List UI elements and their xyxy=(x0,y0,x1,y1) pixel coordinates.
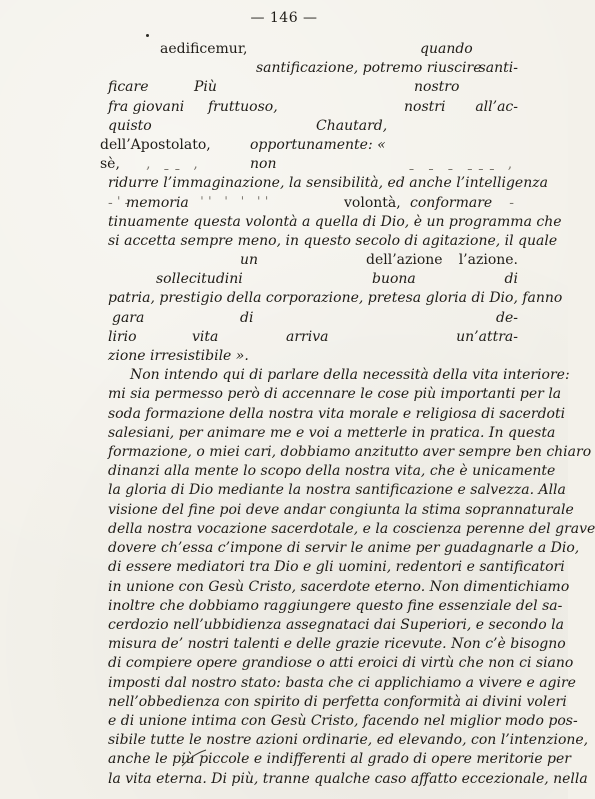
text-line-9 xyxy=(108,194,518,213)
faded-ink: ˈˈ ˈ ˈ ˈˈ xyxy=(200,194,273,211)
text-line-17: zione irresistibile ». xyxy=(108,348,249,365)
fragment: all’ac- xyxy=(475,98,518,115)
faded-ink: ‚ ˍˍ , xyxy=(146,156,202,173)
body-paragraph xyxy=(108,366,595,788)
paragraph-line: Non intendo qui di parlare della necessità della vita interiore: xyxy=(130,367,570,384)
ink-speck xyxy=(146,34,149,37)
text-line-13 xyxy=(108,270,518,289)
paragraph-line: sibile tutte le nostre azioni ordinarie, ed elevando, con l’intenzione, xyxy=(108,732,589,749)
fragment: un’attra- xyxy=(456,328,518,345)
text-line-14: patria, prestigio della corporazione, pretesa gloria di Dio, fanno xyxy=(108,290,563,307)
paragraph-line: soda formazione della nostra vita morale e religiosa di sacerdoti xyxy=(108,405,566,422)
fragment: gara xyxy=(112,309,145,326)
text-line-1 xyxy=(108,40,518,59)
fragment: sollecitudini xyxy=(156,271,243,288)
fragment: vita xyxy=(192,328,219,345)
fragment: dell’Apostolato, xyxy=(100,136,211,153)
text-line-11: si accetta sempre meno, in questo secolo di agitazione, il quale xyxy=(108,232,558,249)
text-line-2 xyxy=(108,59,518,78)
fragment: de- xyxy=(496,309,518,326)
text-line-3 xyxy=(108,78,518,97)
fragment: volontà, xyxy=(344,194,401,211)
fragment: di xyxy=(504,271,518,288)
page-header xyxy=(0,10,568,26)
fragment: lirio xyxy=(108,328,137,345)
text-line-16 xyxy=(108,328,518,347)
text-line-7 xyxy=(100,155,518,174)
text-block xyxy=(100,40,595,789)
fragment: buona xyxy=(372,271,416,288)
text-line-15 xyxy=(108,309,518,328)
text-line-4 xyxy=(108,98,518,117)
fragment: quisto xyxy=(108,117,152,134)
text-line-5 xyxy=(108,117,518,136)
paragraph-line: di compiere opere grandiose o atti eroici di virtù che non ci siano xyxy=(108,655,574,672)
fragment: memoria xyxy=(126,194,189,211)
faded-ink: ˍ ˍ ˍ ˍˍˍ , xyxy=(408,156,517,173)
text-line-6 xyxy=(100,136,518,155)
fragment: santi- xyxy=(478,60,518,77)
text-line-8: ridurre l’immaginazione, la sensibilità, ed anche l’intelligenza xyxy=(108,175,548,192)
fragment: santificazione, potremo riuscire xyxy=(256,60,482,77)
fragment: arriva xyxy=(286,328,329,345)
paragraph-line: cerdozio nell’ubbidienza assegnataci dai Superiori, e secondo la xyxy=(108,616,564,633)
fragment: quando xyxy=(420,41,473,57)
paragraph-line: mi sia permesso però di accennare le cose più importanti per la xyxy=(108,386,562,403)
faded-ink: -ˈ- xyxy=(108,194,134,211)
fragment: conformare xyxy=(410,194,493,211)
fragment: sè, xyxy=(100,156,120,173)
fragment: fruttuoso, xyxy=(208,98,278,115)
fragment: di xyxy=(240,309,254,326)
fragment: aedificemur, xyxy=(160,41,248,57)
fragment: Più xyxy=(194,79,217,96)
paragraph-line: anche le più piccole e indifferenti al grado di opere meritorie per xyxy=(108,751,571,768)
paragraph-line: dovere ch’essa c’impone di servir le anime per guadagnarle a Dio, xyxy=(108,540,580,557)
fragment: opportunamente: « xyxy=(250,136,386,153)
paragraph-line: e di unione intima con Gesù Cristo, facendo nel miglior modo pos- xyxy=(108,712,578,729)
paragraph-line: della nostra vocazione sacerdotale, e la coscienza perenne del grave xyxy=(108,520,595,537)
paragraph-line: nell’obbedienza con spirito di perfetta conformità ai divini voleri xyxy=(108,693,567,710)
page-number: — 146 — xyxy=(250,10,318,26)
fragment: nostri xyxy=(404,98,446,115)
fragment: l’azione. xyxy=(458,252,518,269)
faded-ink: - xyxy=(509,194,518,211)
paragraph-line: di essere mediatori tra Dio e gli uomini, redentori e santificatori xyxy=(108,559,565,576)
paragraph-line: la vita eterna. Di più, tranne qualche caso affatto eccezionale, nella xyxy=(108,770,588,787)
ink-mark xyxy=(180,748,210,768)
fragment: nostro xyxy=(414,79,460,96)
fragment: ficare xyxy=(108,79,149,96)
text-line-10: tinuamente questa volontà a quella di Dio, è un programma che xyxy=(108,213,562,230)
fragment: fra giovani xyxy=(108,98,185,115)
paragraph-line: in unione con Gesù Cristo, sacerdote eterno. Non dimentichiamo xyxy=(108,578,570,595)
paragraph-line: dinanzi alla mente lo scopo della nostra vita, che è unicamente xyxy=(108,463,556,480)
fragment: non xyxy=(250,156,277,173)
paragraph-line: la gloria di Dio mediante la nostra santificazione e salvezza. Alla xyxy=(108,482,566,499)
paragraph-line: imposti dal nostro stato: basta che ci applichiamo a vivere e agire xyxy=(108,674,576,691)
fragment: un xyxy=(240,252,259,269)
paragraph-line: inoltre che dobbiamo raggiungere questo fine essenziale del sa- xyxy=(108,597,563,614)
paragraph-line: misura de’ nostri talenti e delle grazie ricevute. Non c’è bisogno xyxy=(108,636,566,653)
paragraph-line: visione del fine poi deve andar congiunta la stima soprannaturale xyxy=(108,501,574,518)
paragraph-line: salesiani, per animare me e voi a metterle in pratica. In questa xyxy=(108,424,556,441)
paragraph-line: formazione, o miei cari, dobbiamo anzitutto aver sempre ben chiaro xyxy=(108,444,592,461)
text-line-12 xyxy=(108,251,518,270)
fragment: dell’azione xyxy=(366,252,443,269)
fragment: Chautard, xyxy=(316,117,388,134)
